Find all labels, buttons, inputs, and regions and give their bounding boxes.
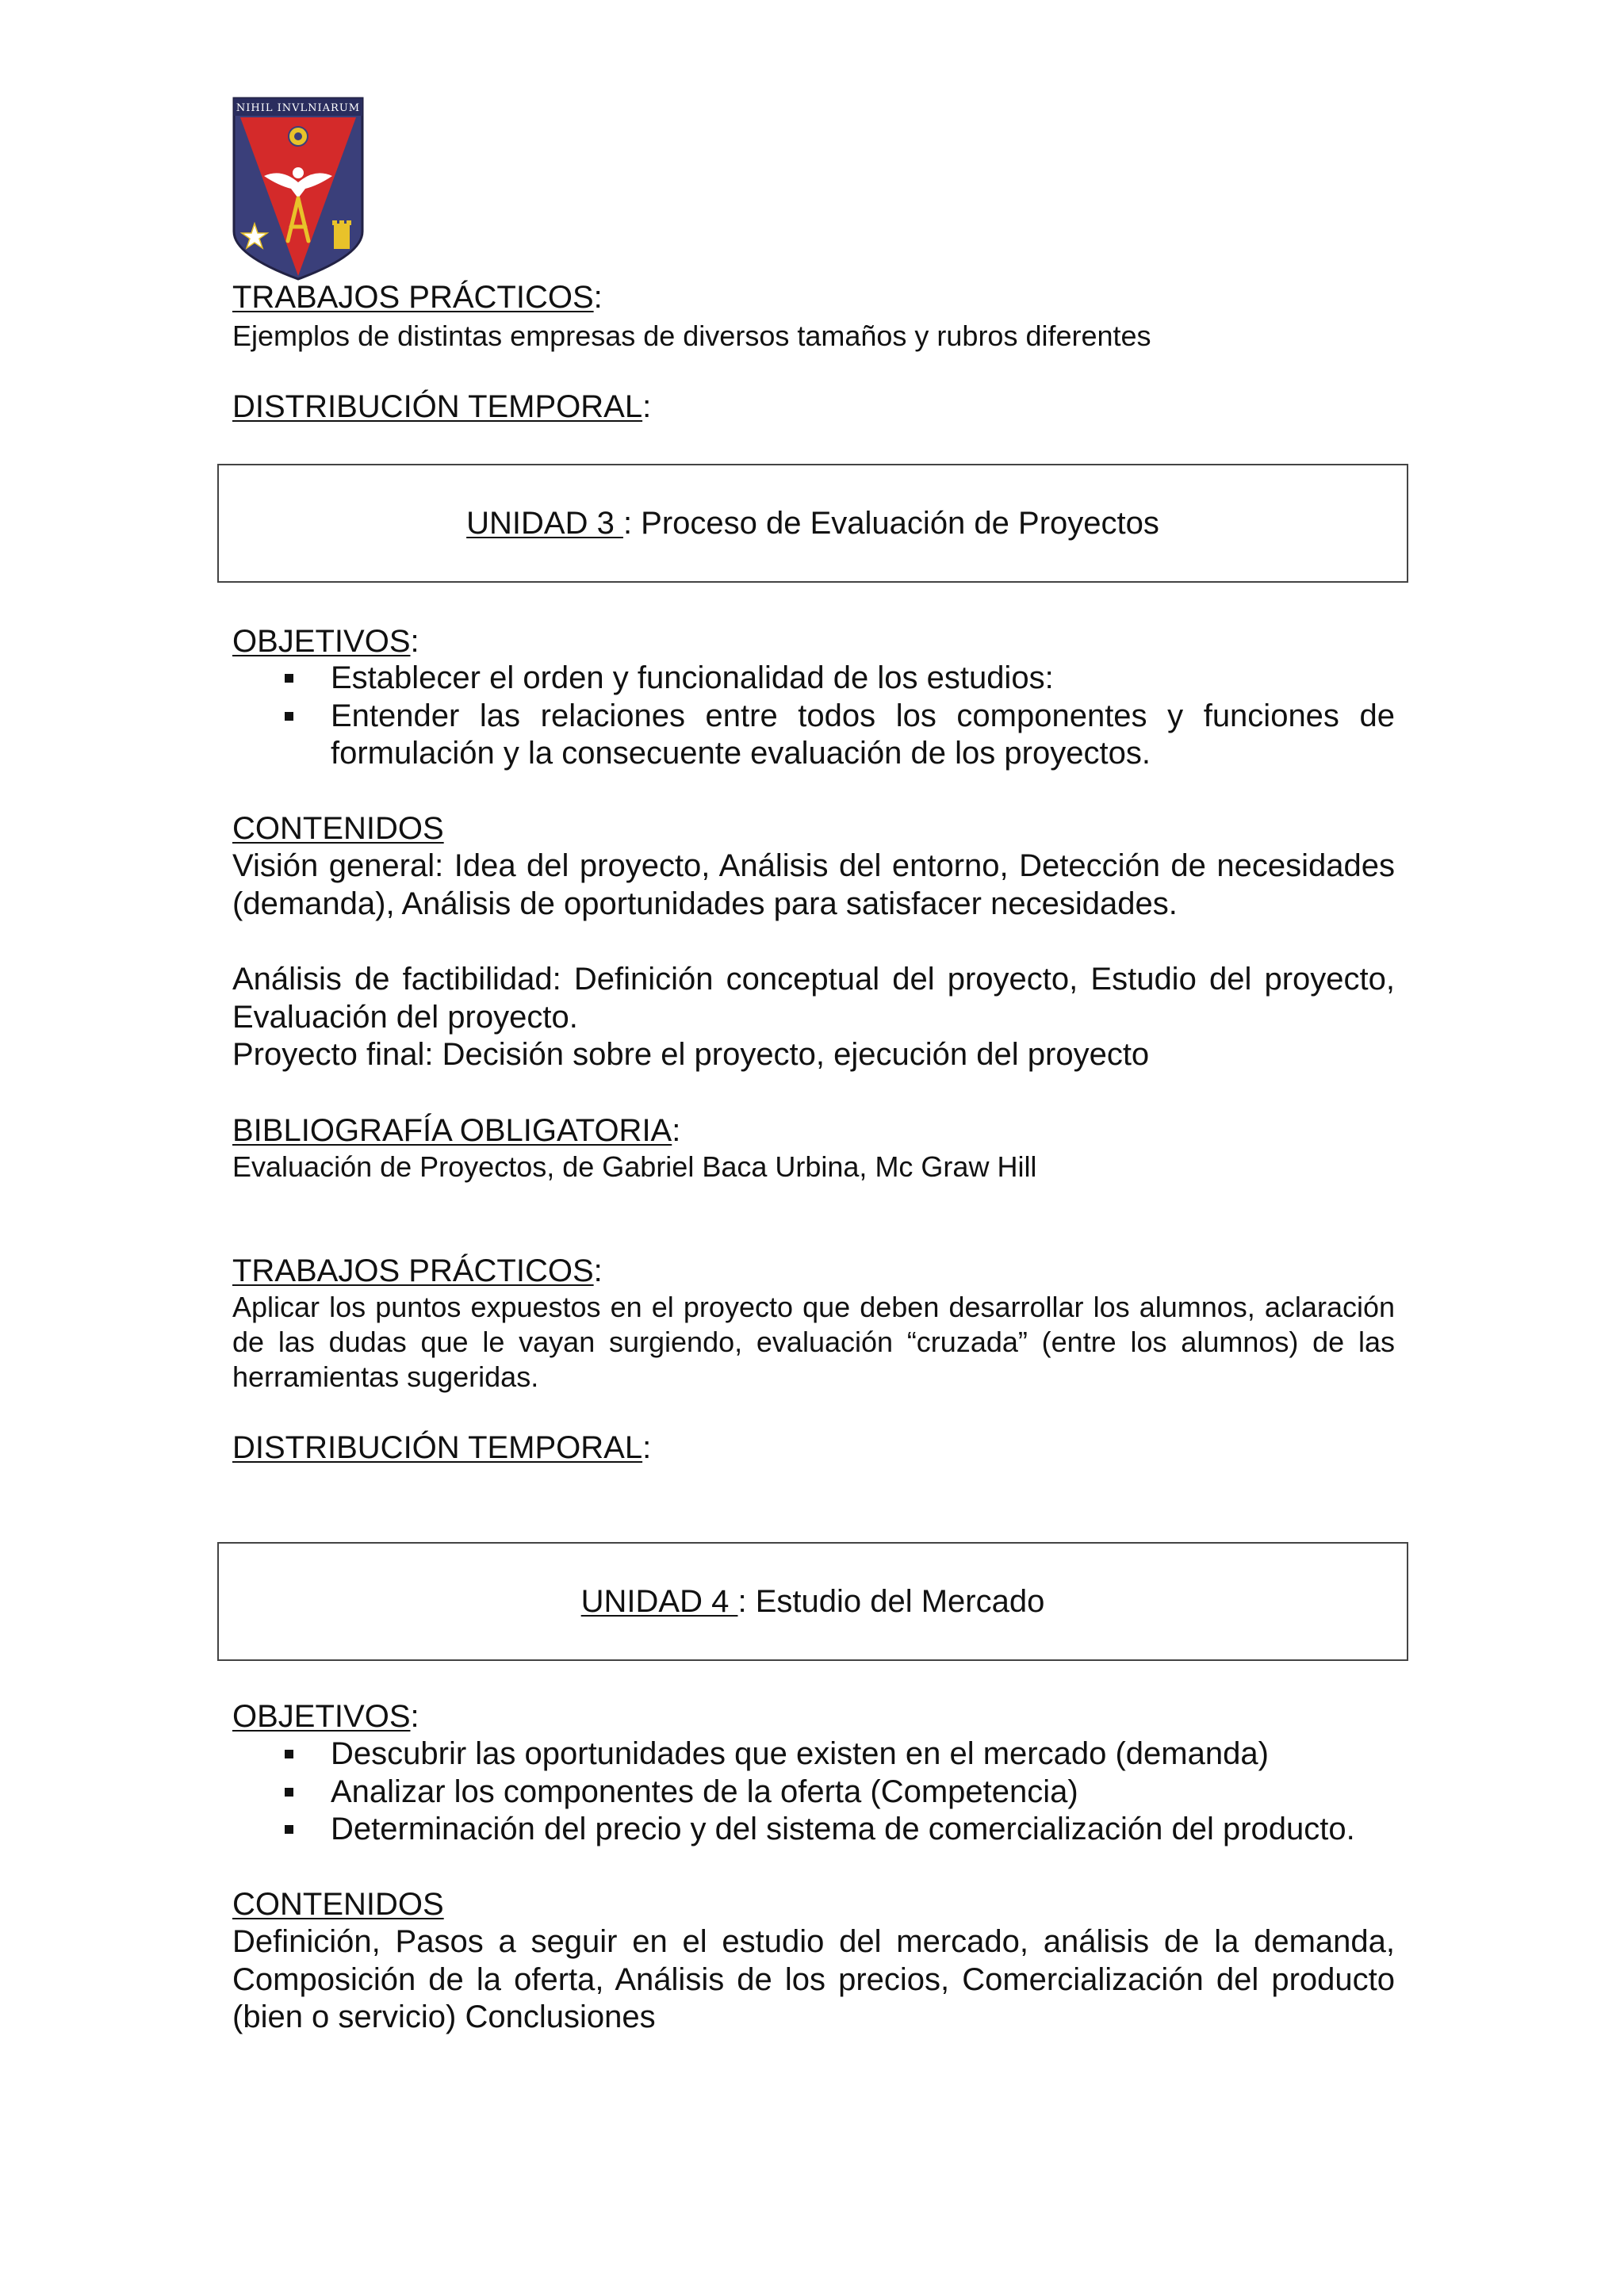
contenidos-heading-3: CONTENIDOS — [232, 811, 444, 846]
bibliografia-text: Evaluación de Proyectos, de Gabriel Baca Urbina, Mc Graw Hill — [232, 1150, 1037, 1183]
university-crest-logo — [232, 97, 364, 281]
objetivos-list-3 — [232, 660, 1395, 773]
objetivos-heading-4: OBJETIVOS: — [232, 1699, 419, 1734]
crest-motto: NIHIL INVLNIARUM — [236, 102, 361, 114]
practicos-text-3: Aplicar los puntos expuestos en el proyecto que deben desarrollar los alumnos, aclaración de las dudas que le vayan surgiendo, evaluación “cruzada” (entre los alumnos) de las herramientas sugeridas. — [232, 1291, 1395, 1393]
bullet-square-icon — [285, 674, 293, 683]
unidad-3-title: : Proceso de Evaluación de Proyectos — [622, 506, 1159, 541]
contenidos-paragraph-4: Definición, Pasos a seguir en el estudio del mercado, análisis de la demanda, Composición de la oferta, Análisis de los precios, Comercialización del producto (bien o servicio) Conclusiones — [232, 1924, 1395, 2034]
unidad-4-label: UNIDAD 4 — [580, 1584, 738, 1619]
bullet-square-icon — [285, 1750, 293, 1758]
unidad-4-title-box — [217, 1542, 1408, 1661]
distribucion-heading-1: DISTRIBUCIÓN TEMPORAL: — [232, 389, 652, 424]
bibliografia-heading: BIBLIOGRAFÍA OBLIGATORIA: — [232, 1113, 681, 1148]
contenidos-paragraph-1: Visión general: Idea del proyecto, Análisis del entorno, Detección de necesidades (demanda), Análisis de oportunidades para satisfacer necesidades. — [232, 848, 1395, 921]
unidad-4-title: : Estudio del Mercado — [737, 1584, 1045, 1619]
practicos-heading-3: TRABAJOS PRÁCTICOS: — [232, 1253, 603, 1288]
bullet-square-icon — [285, 1825, 293, 1834]
practicos-text-1: Ejemplos de distintas empresas de diversos tamaños y rubros diferentes — [232, 320, 1151, 352]
list-item: Descubrir las oportunidades que existen en el mercado (demanda) — [232, 1735, 1395, 1774]
distribucion-heading-3: DISTRIBUCIÓN TEMPORAL: — [232, 1430, 652, 1465]
list-item: Determinación del precio y del sistema de comercialización del producto. — [232, 1811, 1395, 1849]
bullet-square-icon — [285, 712, 293, 721]
list-item: Establecer el orden y funcionalidad de los estudios: — [232, 660, 1395, 698]
objetivos-list-4 — [232, 1735, 1395, 1849]
contenidos-heading-4: CONTENIDOS — [232, 1887, 444, 1922]
unidad-3-title-box — [217, 464, 1408, 583]
contenidos-paragraph-3: Proyecto final: Decisión sobre el proyecto, ejecución del proyecto — [232, 1037, 1150, 1072]
objetivos-heading-3: OBJETIVOS: — [232, 624, 419, 659]
practicos-heading-1: TRABAJOS PRÁCTICOS: — [232, 280, 603, 315]
list-item: Analizar los componentes de la oferta (Competencia) — [232, 1774, 1395, 1812]
bullet-square-icon — [285, 1788, 293, 1797]
unidad-3-label: UNIDAD 3 — [466, 506, 623, 541]
contenidos-paragraph-2: Análisis de factibilidad: Definición conceptual del proyecto, Estudio del proyecto, Evaluación del proyecto. — [232, 962, 1395, 1035]
list-item: Entender las relaciones entre todos los componentes y funciones de formulación y la consecuente evaluación de los proyectos. — [232, 698, 1395, 773]
